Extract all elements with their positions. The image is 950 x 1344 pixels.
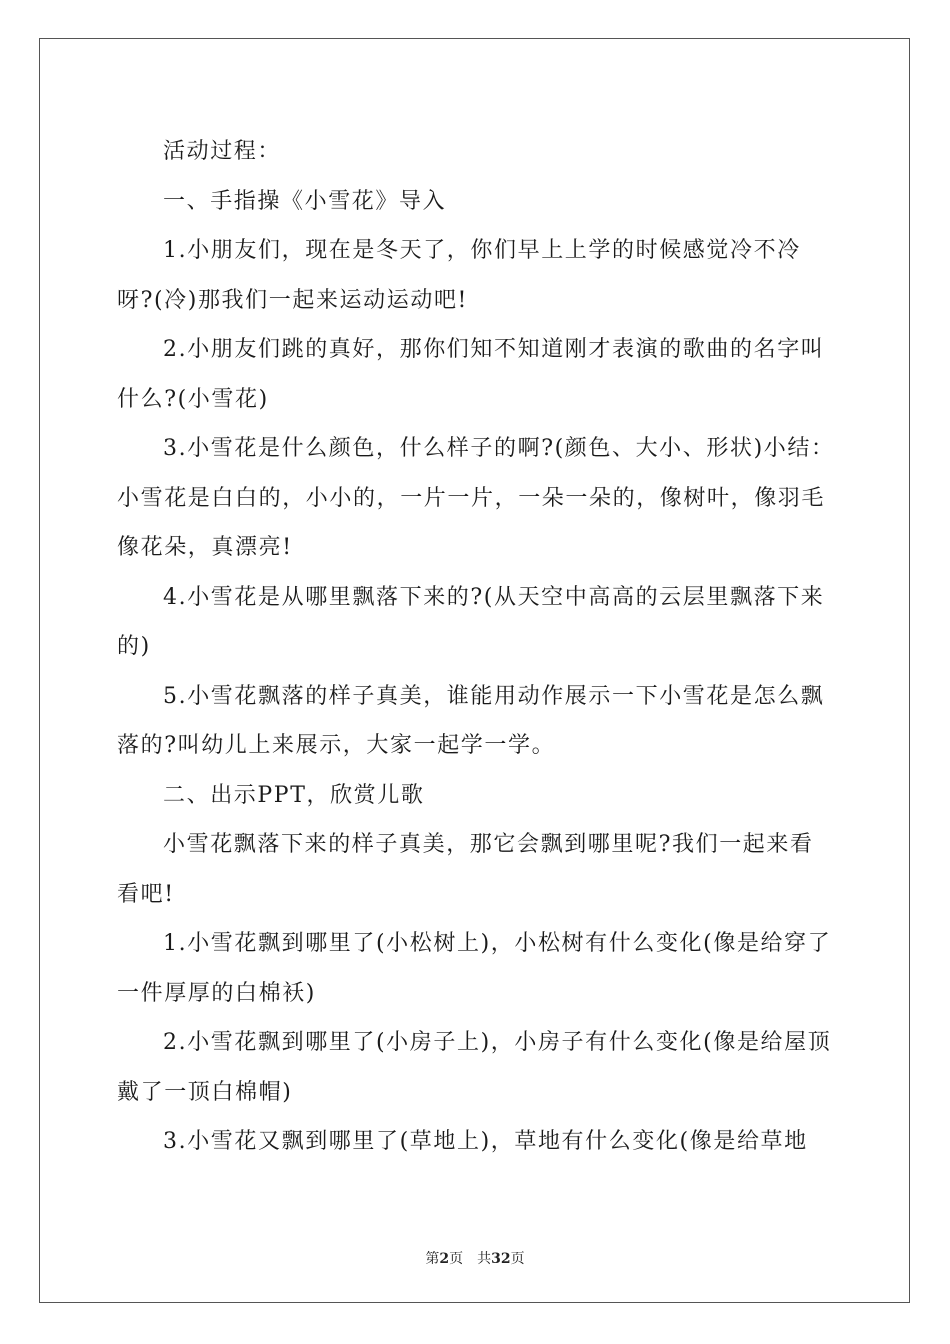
page-prefix: 第 [425, 1251, 440, 1267]
paragraph-section-one: 一、手指操《小雪花》导入 [163, 188, 447, 214]
paragraph-item: 4.小雪花是从哪里飘落下来的?(从天空中高高的云层里飘落下来的) [117, 584, 825, 659]
paragraph-item: 2.小朋友们跳的真好，那你们知不知道刚才表演的歌曲的名字叫什么?(小雪花) [117, 337, 825, 412]
paragraph-item: 3.小雪花又飘到哪里了(草地上)，草地有什么变化(像是给草地 [163, 1129, 808, 1154]
paragraph-item: 1.小朋友们，现在是冬天了，你们早上上学的时候感觉冷不冷呀?(冷)那我们一起来运动运动吧! [117, 238, 801, 313]
paragraph-item: 5.小雪花飘落的样子真美，谁能用动作展示一下小雪花是怎么飘落的?叫幼儿上来展示，大家一起学一学。 [117, 683, 825, 758]
paragraph-item: 1.小雪花飘到哪里了(小松树上)，小松树有什么变化(像是给穿了一件厚厚的白棉袄) [117, 931, 832, 1006]
total-suffix: 页 [510, 1251, 525, 1267]
page-footer [0, 1248, 950, 1268]
page-number: 2 [439, 1251, 450, 1267]
paragraph-intro: 小雪花飘落下来的样子真美，那它会飘到哪里呢?我们一起来看看吧! [117, 832, 814, 907]
paragraph-section-two: 二、出示PPT，欣赏儿歌 [163, 782, 425, 808]
paragraph-item: 2.小雪花飘到哪里了(小房子上)，小房子有什么变化(像是给屋顶戴了一顶白棉帽) [117, 1030, 832, 1105]
page-suffix: 页 [449, 1251, 464, 1267]
total-pages: 32 [491, 1251, 511, 1267]
paragraph-item: 3.小雪花是什么颜色，什么样子的啊?(颜色、大小、形状)小结：小雪花是白白的，小小的，一片一片，一朵一朵的，像树叶，像羽毛像花朵，真漂亮! [117, 436, 835, 560]
total-prefix: 共 [477, 1251, 492, 1267]
paragraph-heading-activity: 活动过程： [163, 139, 282, 164]
document-body [117, 127, 835, 1167]
